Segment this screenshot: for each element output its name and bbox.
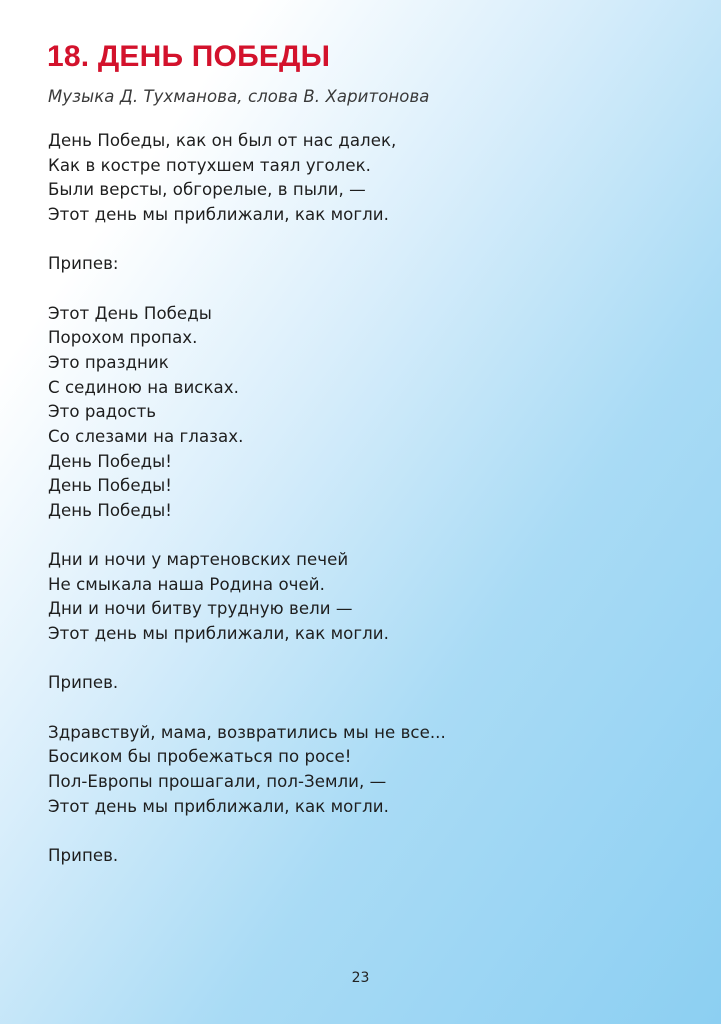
lyric-line: Этот день мы приближали, как могли. (48, 796, 389, 816)
lyric-line: День Победы, как он был от нас далек, (48, 131, 397, 150)
lyric-line: Пол-Европы прошагали, пол-Земли, — (48, 771, 387, 791)
lyric-line: Припев: (48, 254, 119, 274)
lyric-line: Босиком бы пробежаться по росе! (48, 747, 352, 767)
lyric-line: Здравствуй, мама, возвратились мы не все... (48, 722, 446, 742)
stanza (48, 129, 446, 228)
lyric-line: Были версты, обгорелые, в пыли, — (48, 180, 366, 200)
stanza (48, 721, 446, 820)
lyrics (48, 129, 446, 893)
lyric-line: Припев. (48, 673, 119, 693)
lyric-line: Это праздник (48, 352, 169, 372)
song-title: 18. ДЕНЬ ПОБЕДЫ (47, 40, 331, 73)
chorus-marker (48, 671, 446, 696)
lyric-line: Этот День Победы (48, 303, 212, 323)
lyric-line: Со слезами на глазах. (48, 426, 244, 446)
lyric-line: Порохом пропах. (48, 328, 198, 348)
lyric-line: Дни и ночи у мартеновских печей (48, 550, 349, 570)
stanza (48, 548, 446, 647)
lyric-line: С сединою на висках. (48, 377, 239, 397)
lyric-line: Припев. (48, 845, 119, 865)
lyric-line: День Победы! (48, 500, 172, 520)
lyric-line: День Победы! (48, 451, 172, 471)
chorus-marker (48, 252, 446, 277)
lyric-line: Это радость (48, 402, 157, 422)
lyric-line: Этот день мы приближали, как могли. (48, 204, 389, 224)
song-credits: Музыка Д. Тухманова, слова В. Харитонова (48, 87, 430, 106)
page-number: 23 (351, 970, 370, 986)
lyric-line: Дни и ночи битву трудную вели — (48, 599, 353, 619)
chorus-marker (48, 844, 446, 869)
stanza (48, 302, 446, 524)
lyric-line: Не смыкала наша Родина очей. (48, 574, 325, 594)
lyric-line: Этот день мы приближали, как могли. (48, 624, 389, 644)
lyric-line: День Победы! (48, 476, 172, 496)
lyric-line: Как в костре потухшем таял уголек. (48, 155, 371, 175)
